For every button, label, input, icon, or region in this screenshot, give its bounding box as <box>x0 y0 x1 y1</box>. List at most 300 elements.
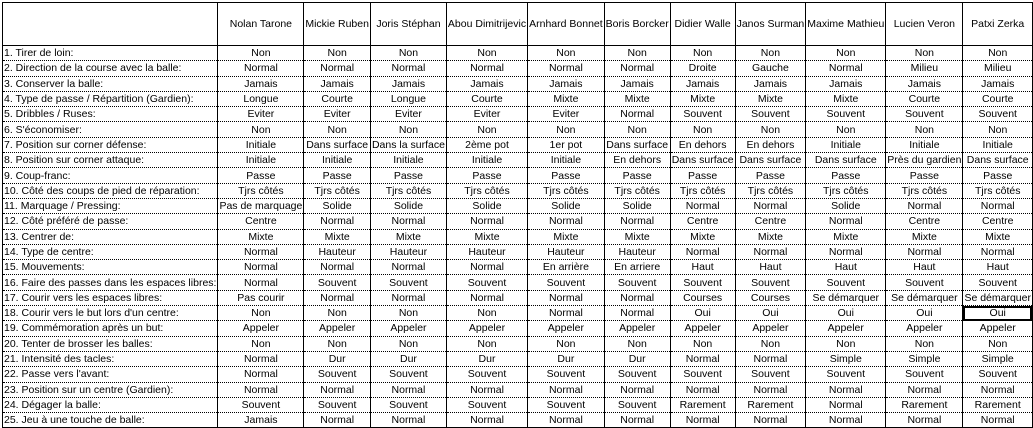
row-label[interactable]: 19. Commémoration après un but: <box>3 321 218 336</box>
table-cell[interactable]: Mixte <box>735 91 806 106</box>
table-cell[interactable]: Centre <box>886 214 963 229</box>
table-cell[interactable]: Passe <box>218 168 304 183</box>
table-cell[interactable]: Dans surface <box>735 153 806 168</box>
table-cell[interactable]: Normal <box>886 413 963 428</box>
table-cell[interactable]: Solide <box>304 198 371 213</box>
table-cell[interactable]: Mixte <box>370 229 446 244</box>
table-cell[interactable]: Haut <box>963 260 1033 275</box>
table-cell[interactable]: Courte <box>304 91 371 106</box>
table-cell[interactable]: Tjrs côtés <box>528 183 605 198</box>
table-cell[interactable]: Normal <box>670 413 735 428</box>
table-cell[interactable]: Non <box>218 46 304 61</box>
table-cell[interactable]: Normal <box>528 413 605 428</box>
table-cell[interactable]: Jamais <box>735 76 806 91</box>
table-cell[interactable]: Souvent <box>735 367 806 382</box>
table-cell[interactable]: Initiale <box>304 153 371 168</box>
table-cell[interactable]: Tjrs côtés <box>218 183 304 198</box>
table-cell[interactable]: Normal <box>218 351 304 366</box>
table-cell[interactable]: Souvent <box>886 367 963 382</box>
player-header[interactable]: Mickie Ruben <box>304 3 371 46</box>
table-cell[interactable]: Normal <box>370 214 446 229</box>
table-cell[interactable]: Normal <box>806 61 886 76</box>
table-cell[interactable]: Tjrs côtés <box>735 183 806 198</box>
row-label[interactable]: 7. Position sur corner défense: <box>3 137 218 152</box>
table-cell[interactable]: En dehors <box>604 153 670 168</box>
table-cell[interactable]: Non <box>886 336 963 351</box>
table-cell[interactable]: 1er pot <box>528 137 605 152</box>
table-cell[interactable]: Non <box>963 46 1033 61</box>
table-cell[interactable]: Normal <box>446 214 527 229</box>
table-cell[interactable]: Rarement <box>963 397 1033 412</box>
table-cell[interactable]: Tjrs côtés <box>370 183 446 198</box>
table-cell[interactable]: Normal <box>446 290 527 305</box>
table-cell[interactable]: Souvent <box>886 275 963 290</box>
table-cell[interactable]: Normal <box>218 367 304 382</box>
table-cell[interactable]: Initiale <box>370 153 446 168</box>
table-cell[interactable]: Se démarquer <box>886 290 963 305</box>
row-label[interactable]: 23. Position sur un centre (Gardien): <box>3 382 218 397</box>
table-cell[interactable]: Mixte <box>604 91 670 106</box>
table-cell[interactable]: Solide <box>446 198 527 213</box>
table-cell[interactable]: Souvent <box>370 275 446 290</box>
table-cell[interactable]: Milieu <box>963 61 1033 76</box>
table-cell[interactable]: Non <box>670 336 735 351</box>
table-cell[interactable]: Appeler <box>963 321 1033 336</box>
table-cell[interactable]: Jamais <box>670 76 735 91</box>
table-cell[interactable]: Normal <box>218 382 304 397</box>
table-cell[interactable]: Souvent <box>735 275 806 290</box>
table-cell[interactable]: Non <box>963 336 1033 351</box>
table-cell[interactable]: Souvent <box>528 275 605 290</box>
table-cell[interactable]: Normal <box>806 244 886 259</box>
table-cell[interactable]: Oui <box>670 306 735 321</box>
table-cell[interactable]: Normal <box>670 244 735 259</box>
table-cell[interactable]: Normal <box>604 306 670 321</box>
table-cell[interactable]: Jamais <box>963 76 1033 91</box>
table-cell[interactable]: Eviter <box>370 107 446 122</box>
table-cell[interactable]: Jamais <box>218 76 304 91</box>
player-header[interactable]: Didier Walle <box>670 3 735 46</box>
table-cell[interactable]: Jamais <box>370 76 446 91</box>
table-cell[interactable]: Mixte <box>528 229 605 244</box>
table-cell[interactable]: Normal <box>218 61 304 76</box>
table-cell[interactable]: Appeler <box>370 321 446 336</box>
table-cell[interactable]: Appeler <box>670 321 735 336</box>
table-cell[interactable]: Non <box>963 122 1033 137</box>
table-cell[interactable]: Dur <box>446 351 527 366</box>
table-cell[interactable]: Non <box>528 336 605 351</box>
player-header[interactable]: Nolan Tarone <box>218 3 304 46</box>
table-cell[interactable]: Non <box>304 46 371 61</box>
table-cell[interactable]: Non <box>370 122 446 137</box>
row-label[interactable]: 1. Tirer de loin: <box>3 46 218 61</box>
table-cell[interactable]: Normal <box>304 260 371 275</box>
table-cell[interactable]: Souvent <box>886 107 963 122</box>
table-cell[interactable]: Normal <box>304 61 371 76</box>
table-cell[interactable]: Non <box>446 46 527 61</box>
table-cell[interactable]: Passe <box>806 168 886 183</box>
table-cell[interactable]: Haut <box>735 260 806 275</box>
table-cell[interactable]: Non <box>446 122 527 137</box>
table-cell[interactable]: Milieu <box>886 61 963 76</box>
row-label[interactable]: 10. Côté des coups de pied de réparation: <box>3 183 218 198</box>
table-cell[interactable]: Non <box>735 46 806 61</box>
table-cell[interactable]: Souvent <box>806 367 886 382</box>
table-cell[interactable]: Normal <box>446 260 527 275</box>
table-cell[interactable]: Jamais <box>806 76 886 91</box>
table-cell[interactable]: Passe <box>446 168 527 183</box>
table-cell[interactable]: Haut <box>886 260 963 275</box>
table-cell[interactable]: Initiale <box>218 153 304 168</box>
table-cell[interactable]: Normal <box>963 413 1033 428</box>
table-cell[interactable]: Dans surface <box>806 153 886 168</box>
table-cell[interactable]: Passe <box>963 168 1033 183</box>
table-cell[interactable]: Normal <box>370 61 446 76</box>
table-cell[interactable]: Solide <box>528 198 605 213</box>
row-label[interactable]: 11. Marquage / Pressing: <box>3 198 218 213</box>
row-label[interactable]: 4. Type de passe / Répartition (Gardien): <box>3 91 218 106</box>
table-cell[interactable]: Jamais <box>528 76 605 91</box>
table-cell[interactable]: Jamais <box>446 76 527 91</box>
table-cell[interactable]: Haut <box>670 260 735 275</box>
table-cell[interactable]: Normal <box>604 214 670 229</box>
table-cell[interactable]: Non <box>806 46 886 61</box>
table-cell[interactable]: Normal <box>604 107 670 122</box>
table-cell[interactable]: Souvent <box>806 275 886 290</box>
row-label[interactable]: 12. Côté préféré de passe: <box>3 214 218 229</box>
table-cell[interactable]: Souvent <box>528 397 605 412</box>
player-header[interactable]: Lucien Veron <box>886 3 963 46</box>
table-cell[interactable]: Normal <box>735 382 806 397</box>
selected-cell[interactable]: Oui <box>963 306 1033 321</box>
table-cell[interactable]: En arrière <box>528 260 605 275</box>
player-header[interactable]: Janos Surman <box>735 3 806 46</box>
table-cell[interactable]: Normal <box>446 382 527 397</box>
player-header[interactable]: Abou Dimitrijevic <box>446 3 527 46</box>
row-label[interactable]: 24. Dégager la balle: <box>3 397 218 412</box>
player-header[interactable]: Boris Borcker <box>604 3 670 46</box>
table-cell[interactable]: Courte <box>963 91 1033 106</box>
table-cell[interactable]: Souvent <box>604 367 670 382</box>
table-cell[interactable]: Normal <box>528 382 605 397</box>
table-cell[interactable]: Hauteur <box>446 244 527 259</box>
table-cell[interactable]: 2ème pot <box>446 137 527 152</box>
table-cell[interactable]: Normal <box>446 413 527 428</box>
table-cell[interactable]: Souvent <box>370 397 446 412</box>
table-cell[interactable]: Courses <box>670 290 735 305</box>
table-cell[interactable]: Souvent <box>670 367 735 382</box>
table-cell[interactable]: Mixte <box>604 229 670 244</box>
table-cell[interactable]: Appeler <box>886 321 963 336</box>
table-cell[interactable]: Droite <box>670 61 735 76</box>
row-label[interactable]: 2. Direction de la course avec la balle: <box>3 61 218 76</box>
table-cell[interactable]: Non <box>528 122 605 137</box>
table-cell[interactable]: Normal <box>370 413 446 428</box>
table-cell[interactable]: Normal <box>806 397 886 412</box>
table-cell[interactable]: Non <box>446 306 527 321</box>
table-cell[interactable]: Normal <box>670 351 735 366</box>
table-cell[interactable]: Dans surface <box>304 137 371 152</box>
table-cell[interactable]: Normal <box>604 413 670 428</box>
table-cell[interactable]: Passe <box>604 168 670 183</box>
table-cell[interactable]: Passe <box>370 168 446 183</box>
table-cell[interactable]: Mixte <box>806 229 886 244</box>
table-cell[interactable]: Non <box>304 122 371 137</box>
table-cell[interactable]: Jamais <box>218 413 304 428</box>
table-cell[interactable]: Se démarquer <box>964 291 1031 304</box>
table-cell[interactable]: Oui <box>806 306 886 321</box>
table-cell[interactable]: Hauteur <box>304 244 371 259</box>
table-cell[interactable]: Eviter <box>446 107 527 122</box>
table-cell[interactable]: Passe <box>528 168 605 183</box>
table-cell[interactable]: En arriere <box>604 260 670 275</box>
table-cell[interactable]: Non <box>218 122 304 137</box>
table-cell[interactable]: Souvent <box>963 107 1033 122</box>
table-cell[interactable]: Normal <box>963 244 1033 259</box>
table-cell[interactable]: Dans surface <box>604 137 670 152</box>
table-cell[interactable]: Centre <box>963 214 1033 229</box>
table-cell[interactable]: Souvent <box>218 397 304 412</box>
table-cell[interactable]: Non <box>886 122 963 137</box>
row-label[interactable]: 9. Coup-franc: <box>3 168 218 183</box>
player-header[interactable]: Patxi Zerka <box>963 3 1033 46</box>
table-cell[interactable]: Normal <box>886 244 963 259</box>
table-cell[interactable]: Tjrs côtés <box>604 183 670 198</box>
table-cell[interactable]: Non <box>604 122 670 137</box>
table-cell[interactable]: Longue <box>218 91 304 106</box>
table-cell[interactable]: Tjrs côtés <box>446 183 527 198</box>
table-cell[interactable]: Non <box>886 46 963 61</box>
table-cell[interactable]: Normal <box>604 382 670 397</box>
table-cell[interactable]: Tjrs côtés <box>806 183 886 198</box>
table-cell[interactable]: Longue <box>370 91 446 106</box>
table-cell[interactable]: Courte <box>886 91 963 106</box>
table-cell[interactable]: Mixte <box>886 229 963 244</box>
table-cell[interactable]: Normal <box>218 260 304 275</box>
table-cell[interactable]: Souvent <box>370 367 446 382</box>
table-cell[interactable]: Normal <box>963 198 1033 213</box>
table-cell[interactable]: Dur <box>304 351 371 366</box>
table-cell[interactable]: Souvent <box>304 397 371 412</box>
table-cell[interactable]: Se démarquer <box>806 290 886 305</box>
table-cell[interactable]: Mixte <box>446 229 527 244</box>
table-cell[interactable]: Normal <box>304 382 371 397</box>
row-label[interactable]: 8. Position sur corner attaque: <box>3 153 218 168</box>
player-header[interactable]: Arnhard Bonnet <box>528 3 605 46</box>
table-cell[interactable]: Hauteur <box>370 244 446 259</box>
table-cell[interactable]: Normal <box>304 290 371 305</box>
table-cell[interactable]: Non <box>735 122 806 137</box>
table-cell[interactable]: Appeler <box>446 321 527 336</box>
table-cell[interactable]: Mixte <box>218 229 304 244</box>
table-cell[interactable]: Non <box>370 306 446 321</box>
table-cell[interactable]: Non <box>370 336 446 351</box>
table-cell[interactable]: Souvent <box>446 397 527 412</box>
table-cell[interactable]: Pas de marquage <box>219 200 303 213</box>
table-cell[interactable]: Initiale <box>446 153 527 168</box>
table-cell[interactable]: Appeler <box>806 321 886 336</box>
table-cell[interactable]: Dans la surface <box>371 138 445 151</box>
table-cell[interactable]: Normal <box>735 198 806 213</box>
table-cell[interactable]: Passe <box>735 168 806 183</box>
table-cell[interactable]: Dur <box>604 351 670 366</box>
table-cell[interactable]: Normal <box>446 61 527 76</box>
table-cell[interactable]: Jamais <box>304 76 371 91</box>
table-cell[interactable]: Normal <box>670 382 735 397</box>
table-cell[interactable]: Haut <box>806 260 886 275</box>
table-cell[interactable]: Initiale <box>806 137 886 152</box>
table-cell[interactable]: Normal <box>735 413 806 428</box>
table-cell[interactable]: Simple <box>886 351 963 366</box>
row-label[interactable]: 6. S'économiser: <box>3 122 218 137</box>
table-cell[interactable]: Solide <box>806 198 886 213</box>
table-cell[interactable]: Mixte <box>806 91 886 106</box>
table-cell[interactable]: Courses <box>735 290 806 305</box>
table-cell[interactable]: Mixte <box>670 229 735 244</box>
table-cell[interactable]: Centre <box>218 214 304 229</box>
table-cell[interactable]: Normal <box>886 198 963 213</box>
table-cell[interactable]: Souvent <box>304 367 371 382</box>
table-cell[interactable]: Appeler <box>218 321 304 336</box>
table-cell[interactable]: Normal <box>735 351 806 366</box>
table-cell[interactable]: Normal <box>528 290 605 305</box>
table-cell[interactable]: Passe <box>670 168 735 183</box>
table-cell[interactable]: Rarement <box>886 397 963 412</box>
table-cell[interactable]: Normal <box>370 290 446 305</box>
table-cell[interactable]: Normal <box>370 382 446 397</box>
table-cell[interactable]: Mixte <box>670 91 735 106</box>
table-cell[interactable]: Eviter <box>528 107 605 122</box>
table-cell[interactable]: Souvent <box>604 275 670 290</box>
table-cell[interactable]: Normal <box>806 214 886 229</box>
row-label[interactable]: 14. Type de centre: <box>3 244 218 259</box>
table-cell[interactable]: Hauteur <box>604 244 670 259</box>
table-cell[interactable]: Normal <box>886 382 963 397</box>
table-cell[interactable]: Gauche <box>735 61 806 76</box>
table-cell[interactable]: Solide <box>370 198 446 213</box>
table-cell[interactable]: Centre <box>735 214 806 229</box>
table-cell[interactable]: Non <box>604 336 670 351</box>
table-cell[interactable]: Simple <box>963 351 1033 366</box>
row-label[interactable]: 20. Tenter de brosser les balles: <box>3 336 218 351</box>
table-cell[interactable]: Normal <box>370 260 446 275</box>
row-label[interactable]: 21. Intensité des tacles: <box>3 351 218 366</box>
table-cell[interactable]: Mixte <box>528 91 605 106</box>
table-cell[interactable]: Tjrs côtés <box>963 183 1033 198</box>
table-cell[interactable]: Jamais <box>886 76 963 91</box>
table-cell[interactable]: Tjrs côtés <box>886 183 963 198</box>
table-cell[interactable]: Non <box>528 46 605 61</box>
table-cell[interactable]: Souvent <box>446 275 527 290</box>
row-label[interactable]: 3. Conserver la balle: <box>3 76 218 91</box>
table-cell[interactable]: Appeler <box>528 321 605 336</box>
table-cell[interactable]: Normal <box>218 275 304 290</box>
table-cell[interactable]: Rarement <box>670 397 735 412</box>
row-label[interactable]: 13. Centrer de: <box>3 229 218 244</box>
player-header[interactable]: Joris Stéphan <box>370 3 446 46</box>
table-cell[interactable]: Rarement <box>735 397 806 412</box>
row-label[interactable]: 16. Faire des passes dans les espaces libres: <box>4 276 217 289</box>
row-label[interactable]: 5. Dribbles / Ruses: <box>3 107 218 122</box>
table-cell[interactable]: Souvent <box>963 275 1033 290</box>
table-cell[interactable]: Non <box>218 336 304 351</box>
table-cell[interactable]: Initiale <box>528 153 605 168</box>
table-cell[interactable]: Pas courir <box>218 290 304 305</box>
table-cell[interactable]: Centre <box>670 214 735 229</box>
table-cell[interactable]: Passe <box>304 168 371 183</box>
corner-cell[interactable] <box>3 3 218 46</box>
table-cell[interactable]: Mixte <box>963 229 1033 244</box>
table-cell[interactable]: Initiale <box>218 137 304 152</box>
player-header[interactable]: Maxime Mathieu <box>806 3 886 46</box>
table-cell[interactable]: Courte <box>446 91 527 106</box>
table-cell[interactable]: Non <box>446 336 527 351</box>
table-cell[interactable]: Normal <box>304 413 371 428</box>
table-cell[interactable]: Dans surface <box>671 154 734 167</box>
table-cell[interactable]: Normal <box>963 382 1033 397</box>
table-cell[interactable]: Jamais <box>604 76 670 91</box>
table-cell[interactable]: Souvent <box>963 367 1033 382</box>
table-cell[interactable]: Dans surface <box>963 153 1033 168</box>
table-cell[interactable]: Dur <box>370 351 446 366</box>
table-cell[interactable]: En dehors <box>670 137 735 152</box>
table-cell[interactable]: Normal <box>735 244 806 259</box>
table-cell[interactable]: Appeler <box>304 321 371 336</box>
row-label[interactable]: 15. Mouvements: <box>3 260 218 275</box>
table-cell[interactable]: Oui <box>735 306 806 321</box>
table-cell[interactable]: Appeler <box>604 321 670 336</box>
table-cell[interactable]: Normal <box>806 382 886 397</box>
row-label[interactable]: 17. Courir vers les espaces libres: <box>3 290 218 305</box>
table-cell[interactable]: Simple <box>806 351 886 366</box>
table-cell[interactable]: Appeler <box>735 321 806 336</box>
table-cell[interactable]: Non <box>370 46 446 61</box>
row-label[interactable]: 18. Courir vers le but lors d'un centre: <box>3 306 218 321</box>
table-cell[interactable]: Mixte <box>735 229 806 244</box>
table-cell[interactable]: Eviter <box>304 107 371 122</box>
table-cell[interactable]: En dehors <box>735 137 806 152</box>
table-cell[interactable]: Hauteur <box>528 244 605 259</box>
table-cell[interactable]: Souvent <box>446 367 527 382</box>
row-label[interactable]: 22. Passe vers l'avant: <box>3 367 218 382</box>
table-cell[interactable]: Normal <box>670 198 735 213</box>
table-cell[interactable]: Eviter <box>218 107 304 122</box>
table-cell[interactable]: Tjrs côtés <box>670 183 735 198</box>
table-cell[interactable]: Normal <box>218 244 304 259</box>
table-cell[interactable]: Non <box>304 306 371 321</box>
table-cell[interactable]: Non <box>806 336 886 351</box>
table-cell[interactable]: Souvent <box>528 367 605 382</box>
table-cell[interactable]: Souvent <box>670 275 735 290</box>
row-label[interactable]: 25. Jeu à une touche de balle: <box>3 413 218 428</box>
table-cell[interactable]: Dur <box>528 351 605 366</box>
table-cell[interactable]: Normal <box>806 413 886 428</box>
table-cell[interactable]: Souvent <box>806 107 886 122</box>
table-cell[interactable]: Tjrs côtés <box>304 183 371 198</box>
table-cell[interactable]: Normal <box>528 214 605 229</box>
table-cell[interactable]: Normal <box>604 290 670 305</box>
table-cell[interactable]: Souvent <box>604 397 670 412</box>
table-cell[interactable]: Non <box>735 336 806 351</box>
table-cell[interactable]: Initiale <box>963 137 1033 152</box>
table-cell[interactable]: Normal <box>304 214 371 229</box>
table-cell[interactable]: Souvent <box>304 275 371 290</box>
table-cell[interactable]: Non <box>670 46 735 61</box>
table-cell[interactable]: Oui <box>886 306 963 321</box>
table-cell[interactable]: Souvent <box>670 107 735 122</box>
table-cell[interactable]: Non <box>604 46 670 61</box>
table-cell[interactable]: Normal <box>604 61 670 76</box>
